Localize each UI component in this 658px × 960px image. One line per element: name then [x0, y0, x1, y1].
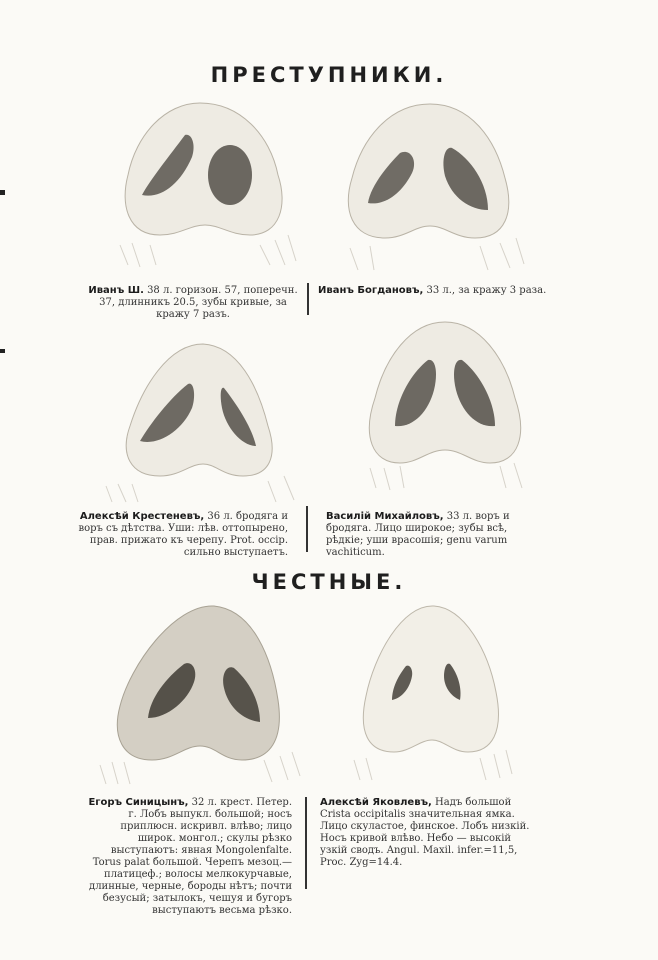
- nose-illustration-aleksei-yakovlev: [340, 600, 520, 790]
- nose-illustration-aleksei-krestenev: [98, 336, 308, 506]
- caption-text: 32 л. крест. Петер. г. Лобъ выпукл. большой; носъ приплюсн. искривл. влѣво; лицо широк. монгол.; скулы рѣзко выступаютъ: явная Mongolenfalte. Torus palat большой. Черепъ мезоц.—платицеф.; волосы мелкокурчавые, длинные, черные, бороды нѣтъ; почти безусый; затылокъ, чешуя и бугоръ выступаютъ весьма рѣзко.: [89, 797, 292, 916]
- caption-name: Алексѣй Крестеневъ,: [79, 511, 205, 522]
- caption-ivan-sh: [86, 285, 300, 321]
- caption-divider: [307, 283, 309, 315]
- caption-ivan-bogdanov: [318, 285, 548, 297]
- caption-egor-sinitsyn: [88, 797, 292, 917]
- caption-aleksei-yakovlev: [320, 797, 535, 869]
- caption-text: 36 л. бродяга и воръ съ дѣтства. Уши: лѣв. оттопырено, прав. прижато къ черепу. Prot. occip. сильно выступаетъ.: [78, 511, 288, 558]
- caption-text: 38 л. горизон. 57, поперечн. 37, длинникъ 20.5, зубы кривые, за кражу 7 разъ.: [99, 285, 298, 320]
- nose-illustration-ivan-sh: [110, 95, 300, 275]
- margin-mark: [0, 349, 5, 353]
- caption-text: 33 л., за кражу 3 раза.: [426, 285, 547, 296]
- nose-illustration-ivan-bogdanov: [330, 98, 530, 278]
- caption-name: Иванъ Богдановъ,: [318, 285, 424, 296]
- caption-name: Алексѣй Яковлевъ,: [320, 797, 432, 808]
- caption-divider: [305, 797, 307, 889]
- margin-mark: [0, 190, 5, 195]
- caption-name: Иванъ Ш.: [88, 285, 144, 296]
- caption-name: Егоръ Синицынъ,: [88, 797, 189, 808]
- caption-text: Надъ большой Crista occipitalis значительная ямка. Лицо скуластое, финское. Лобъ низкій. Носъ кривой влѣво. Небо — высокій узкій сводъ. Angul. Maxil. infer.=11,5, Proc. Zyg=14.4.: [320, 797, 530, 868]
- caption-divider: [306, 506, 308, 552]
- section-heading-honest: ЧЕСТНЫЕ.: [251, 570, 407, 594]
- section-heading-criminals: ПРЕСТУПНИКИ.: [210, 63, 448, 87]
- caption-vasily-mikhailov: [326, 511, 538, 559]
- caption-text: 33 л. воръ и бродяга. Лицо широкое; зубы всѣ, рѣдкіе; уши врасошія; genu varum vachiticum.: [326, 511, 510, 558]
- caption-name: Василій Михайловъ,: [326, 511, 444, 522]
- nose-illustration-vasily-mikhailov: [350, 318, 540, 498]
- caption-aleksei-krestenev: [78, 511, 288, 559]
- nose-illustration-egor-sinitsyn: [94, 600, 304, 790]
